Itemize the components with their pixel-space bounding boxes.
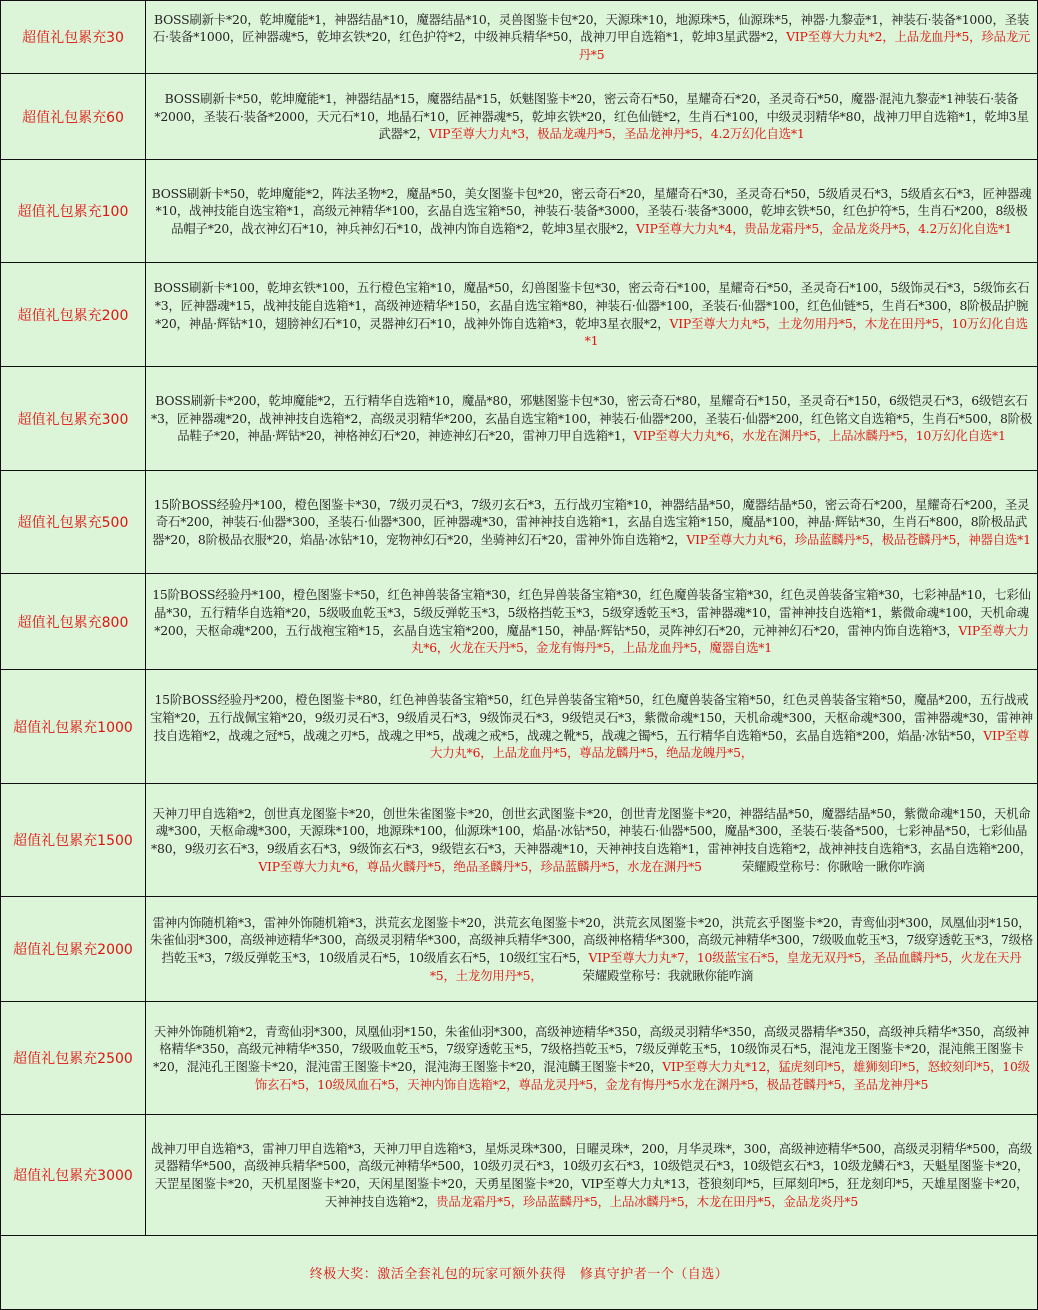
highlight-rewards: VIP至尊大力丸*12，猛虎刻印*5，雄狮刻印*5，怒蛟刻印*5，10级饰玄石*5，10级凤血石*5，天神内饰自选箱*2，尊品龙灵丹*5，金龙有悔丹*5水龙在渊丹*5，极品苍麟丹*5，圣品龙神丹*5: [254, 1059, 1030, 1092]
reward-items: 天神刀甲自选箱*2，创世真龙图鉴卡*20，创世朱雀图鉴卡*20，创世玄武图鉴卡*20，创世青龙图鉴卡*20，神器结晶*50，魔器结晶*50，紫微命魂*150，天机命魂*300，天枢命魂*300，天源珠*100，地源珠*100，仙源珠*100，焰晶·冰钻*50，神装石·仙器*500，魔晶*300，圣装石·装备*500，七彩神晶*50，七彩仙晶*80，9级刃玄石*3，9级盾玄石*3，9级饰玄石*3，9级铠玄石*3，天神器魂*10，天神神技自选箱*1，雷神神技自选箱*2，战神神技自选箱*3，玄晶自选箱*200，: [151, 805, 1032, 856]
reward-contents: [146, 367, 1038, 471]
reward-items: 15阶BOSS经验丹*100，橙色图鉴卡*50，红色神兽装备宝箱*30，红色异兽装备宝箱*30，红色魔兽装备宝箱*30，红色灵兽装备宝箱*30，七彩神晶*10，七彩仙晶*30，五行精华自选箱*20，5级吸血乾玉*3，5级反弹乾玉*3，5级格挡乾玉*3，5级穿透乾玉*3，雷神器魂*10，雷神神技自选箱*1，紫微命魂*100，天机命魂*200，天枢命魂*200，五行战袍宝箱*15，玄晶自选宝箱*200，魔晶*150，神晶·辉钻*50，灵阵神幻石*20，元神神幻石*20，雷神内饰自选箱*3，: [152, 587, 1031, 638]
recharge-tier-label: 超值礼包累充3000: [1, 1115, 146, 1236]
reward-contents: [146, 897, 1038, 1002]
reward-contents: [146, 74, 1038, 160]
highlight-rewards: VIP至尊大力丸*6，珍品蓝麟丹*5，极品苍麟丹*5，神器自选*1: [686, 531, 1031, 547]
reward-row: [1, 574, 1038, 670]
recharge-tier-label: 超值礼包累充1000: [1, 670, 146, 784]
glory-title-reward: 荣耀殿堂称号：我就瞅你能咋滴: [582, 967, 754, 983]
highlight-rewards: VIP至尊大力丸*6，水龙在渊丹*5，上品冰麟丹*5，10万幻化自选*1: [633, 428, 1006, 444]
recharge-tier-label: 超值礼包累充800: [1, 574, 146, 670]
reward-items: BOSS刷新卡*100，乾坤玄铁*100，五行橙色宝箱*10，魔晶*50，幻兽图鉴卡包*30，密云奇石*100，星耀奇石*50，圣灵奇石*100，5级饰灵石*3，5级饰玄石*3，匠神器魂*15，战神技能自选箱*1，高级神迹精华*150，玄晶自选宝箱*80，神装石·仙器*100，圣装石·仙器*100，红色仙链*5，生肖石*300，8阶极品护腕*20，神晶·辉钻*10，翅膀神幻石*10，灵器神幻石*10，战神外饰自选箱*3，乾坤3星衣服*2，: [153, 280, 1030, 331]
reward-row: [1, 1115, 1038, 1236]
highlight-rewards: VIP至尊大力丸*3，极品龙魂丹*5，圣品龙神丹*5，4.2万幻化自选*1: [428, 126, 805, 142]
recharge-tier-label: 超值礼包累充500: [1, 471, 146, 574]
highlight-rewards: VIP至尊大力丸*6，火龙在天丹*5，金龙有悔丹*5，上品龙血丹*5，魔器自选*1: [411, 622, 1029, 656]
reward-contents: [146, 1002, 1038, 1115]
reward-contents: [146, 574, 1038, 670]
reward-row: [1, 897, 1038, 1002]
reward-items: BOSS刷新卡*20，乾坤魔能*1，神器结晶*10，魔器结晶*10，灵兽图鉴卡包*20，天源珠*10，地源珠*5，仙源珠*5，神器·九黎壶*1，神装石·装备*1000，圣装石·装备*1000，匠神器魂*5，乾坤玄铁*20，红色护符*2，中级神兵精华*50，战神刀甲自选箱*1，乾坤3星武器*2，: [152, 11, 1030, 45]
recharge-tier-label: 超值礼包累充200: [1, 263, 146, 367]
highlight-rewards: VIP至尊大力丸*7，10级蓝宝石*5，皇龙无双丹*5，圣品血麟丹*5，火龙在天丹*5，土龙勿用丹*5，: [429, 950, 1022, 983]
highlight-rewards: VIP至尊大力丸*6，尊品火麟丹*5，绝品圣麟丹*5，珍品蓝麟丹*5，水龙在渊丹*5: [258, 858, 702, 874]
recharge-tier-label: 超值礼包累充60: [1, 74, 146, 160]
recharge-tier-label: 超值礼包累充100: [1, 160, 146, 263]
final-prize-row: [1, 1236, 1038, 1310]
reward-items: BOSS刷新卡*200，乾坤魔能*2，五行精华自选箱*10，魔晶*80，邪魅图鉴卡包*30，密云奇石*80，星耀奇石*150，圣灵奇石*150，6级铠灵石*3，6级铠玄石*3，匠神器魂*20，战神神技自选箱*2，高级灵羽精华*200，玄晶自选宝箱*100，神装石·仙器*200，圣装石·仙器*200，红色铭文自选箱*5，生肖石*500，8阶极品鞋子*20，神晶·辉钻*20，神格神幻石*20，神迹神幻石*20，雷神刀甲自选箱*1，: [150, 393, 1033, 444]
reward-row: [1, 1, 1038, 74]
reward-items: 战神刀甲自选箱*3，雷神刀甲自选箱*3，天神刀甲自选箱*3，星烁灵珠*300，日曜灵珠*，200，月华灵珠*，300，高级神迹精华*500，高级灵羽精华*500，高级灵器精华*500，高级神兵精华*500，高级元神精华*500，10级刃灵石*3，10级刃玄石*3，10级铠灵石*3，10级铠玄石*3，10级龙鳞石*3，天魁星图鉴卡*20，天罡星图鉴卡*20，天机星图鉴卡*20，天闲星图鉴卡*20，天勇星图鉴卡*20，VIP至尊大力丸*13，苍狼刻印*5，巨犀刻印*5，狂龙刻印*5，天雄星图鉴卡*20，天神神技自选箱*2，: [150, 1140, 1033, 1209]
highlight-rewards: VIP至尊大力丸*5，土龙勿用丹*5，木龙在田丹*5，10万幻化自选*1: [584, 315, 1028, 349]
reward-row: [1, 784, 1038, 897]
reward-contents: [146, 670, 1038, 784]
reward-row: [1, 670, 1038, 784]
reward-row: [1, 367, 1038, 471]
reward-row: [1, 74, 1038, 160]
reward-row: [1, 263, 1038, 367]
reward-items: 15阶BOSS经验丹*100，橙色图鉴卡*30，7级刃灵石*3，7级刃玄石*3，五行战刃宝箱*10，神器结晶*50，魔器结晶*50，密云奇石*200，星耀奇石*200，圣灵奇石*200，神装石·仙器*300，圣装石·仙器*300，匠神器魂*30，雷神神技自选箱*1，玄晶自选宝箱*150，魔晶*100，神晶·辉钻*30，生肖石*800，8阶极品武器*20，8阶极品衣服*20，焰晶·冰钻*10，宠物神幻石*20，坐骑神幻石*20，雷神外饰自选箱*2，: [152, 496, 1030, 547]
recharge-tier-label: 超值礼包累充2500: [1, 1002, 146, 1115]
reward-items: 天神外饰随机箱*2，青鸾仙羽*300，凤凰仙羽*150，朱雀仙羽*300，高级神迹精华*350，高级灵羽精华*350，高级灵器精华*350，高级神兵精华*350，高级神格精华*350，高级元神精华*350，7级吸血乾玉*5，7级穿透乾玉*5，7级格挡乾玉*5，7级反弹乾玉*5，10级饰灵石*5，混沌龙王图鉴卡*20，混沌熊王图鉴卡*20，混沌孔王图鉴卡*20，混沌雷王图鉴卡*20，混沌海王图鉴卡*20，混沌麟王图鉴卡*20，: [153, 1023, 1030, 1074]
reward-contents: [146, 263, 1038, 367]
reward-row: [1, 160, 1038, 263]
recharge-tier-label: 超值礼包累充2000: [1, 897, 146, 1002]
reward-row: [1, 1002, 1038, 1115]
reward-items: BOSS刷新卡*50，乾坤魔能*1，神器结晶*15，魔器结晶*15，妖魅图鉴卡*20，密云奇石*50，星耀奇石*20，圣灵奇石*50，魔器·混沌九黎壶*1神装石·装备*2000，圣装石·装备*2000，天元石*10，地晶石*10，匠神器魂*5，乾坤玄铁*20，红色仙链*2，生肖石*100，中级灵羽精华*80，战神刀甲自选箱*1，乾坤3星武器*2，: [154, 91, 1029, 142]
glory-title-reward: 荣耀殿堂称号：你瞅啥一瞅你咋滴: [741, 858, 925, 874]
reward-contents: [146, 1115, 1038, 1236]
reward-contents: [146, 1, 1038, 74]
reward-items: 15阶BOSS经验丹*200，橙色图鉴卡*80，红色神兽装备宝箱*50，红色异兽装备宝箱*50，红色魔兽装备宝箱*50，红色灵兽装备宝箱*50，魔晶*200，五行战戒宝箱*20，五行战佩宝箱*20，9级刃灵石*3，9级盾灵石*3，9级饰灵石*3，9级铠灵石*3，紫微命魂*150，天机命魂*300，天枢命魂*300，雷神器魂*30，雷神神技自选箱*2，战魂之冠*5，战魂之刃*5，战魂之甲*5，战魂之戒*5，战魂之靴*5，战魂之镯*5，五行精华自选箱*50，玄晶自选箱*200，焰晶·冰钻*50，: [150, 692, 1033, 743]
reward-row: [1, 471, 1038, 574]
reward-items: BOSS刷新卡*50，乾坤魔能*2，阵法圣物*2，魔晶*50，美女图鉴卡包*20，密云奇石*20，星耀奇石*30，圣灵奇石*50，5级盾灵石*3，5级盾玄石*3，匠神器魂*10，战神技能自选宝箱*1，高级元神精华*100，玄晶自选宝箱*50，神装石·装备*3000，圣装石·装备*3000，乾坤玄铁*50，红色护符*5，生肖石*200，8级极品帽子*20，战衣神幻石*10，神兵神幻石*10，战神内饰自选箱*2，乾坤3星衣服*2，: [151, 185, 1032, 236]
recharge-tier-label: 超值礼包累充1500: [1, 784, 146, 897]
highlight-rewards: 贵品龙霜丹*5，珍品蓝麟丹*5，上品冰麟丹*5，木龙在田丹*5，金品龙炎丹*5: [436, 1193, 859, 1209]
highlight-rewards: VIP至尊大力丸*6，上品龙血丹*5，尊品龙麟丹*5，绝品龙魄丹*5，: [430, 727, 1030, 761]
recharge-tier-label: 超值礼包累充30: [1, 1, 146, 74]
reward-contents: [146, 160, 1038, 263]
highlight-rewards: VIP至尊大力丸*4，贵品龙霜丹*5，金品龙炎丹*5，4.2万幻化自选*1: [636, 220, 1012, 236]
final-prize-text: 终极大奖：激活全套礼包的玩家可额外获得 修真守护者一个（自选）: [1, 1236, 1038, 1310]
reward-contents: [146, 471, 1038, 574]
reward-items: 雷神内饰随机箱*3，雷神外饰随机箱*3，洪荒玄龙图鉴卡*20，洪荒玄龟图鉴卡*20，洪荒玄凤图鉴卡*20，洪荒玄乎图鉴卡*20，青鸾仙羽*300，凤凰仙羽*150，朱雀仙羽*300，高级神迹精华*300，高级灵羽精华*300，高级神兵精华*300，高级神格精华*300，高级元神精华*300，7级吸血乾玉*3，7级穿透乾玉*3，7级格挡乾玉*3，7级反弹乾玉*3，10级盾灵石*5，10级盾玄石*5，10级红宝石*5，: [150, 914, 1033, 965]
recharge-tier-label: 超值礼包累充300: [1, 367, 146, 471]
highlight-rewards: VIP至尊大力丸*2，上品龙血丹*5，珍品龙元丹*5: [578, 29, 1031, 62]
reward-contents: [146, 784, 1038, 897]
